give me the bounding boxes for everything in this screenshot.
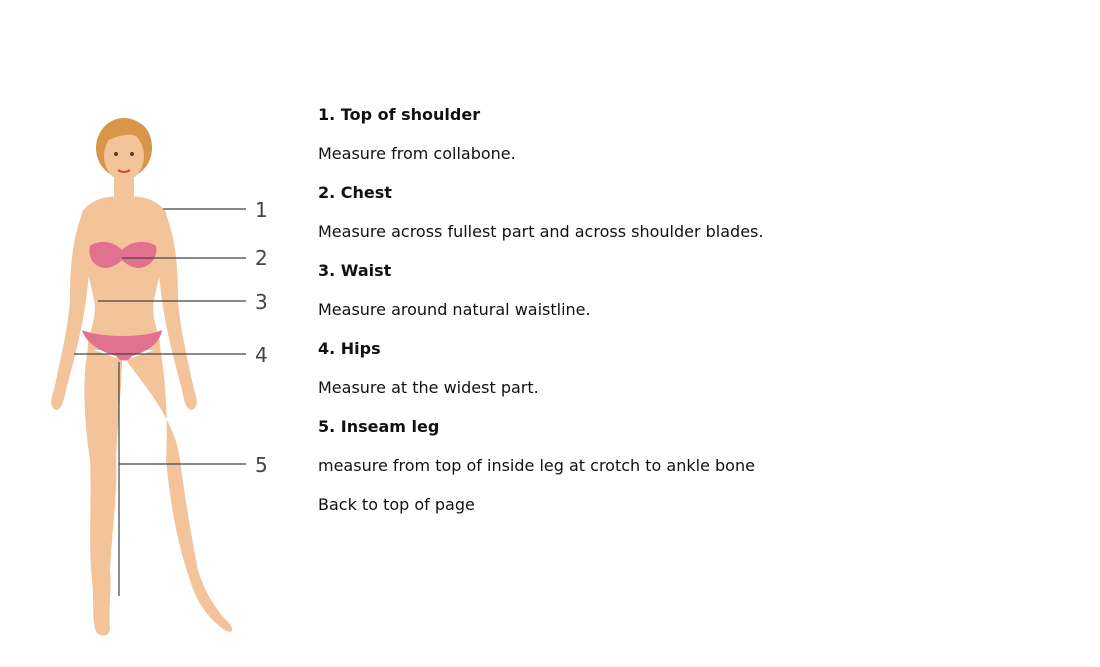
section-heading-chest: 2. Chest bbox=[318, 183, 392, 202]
section-heading-top-of-shoulder: 1. Top of shoulder bbox=[318, 105, 481, 124]
right-eye bbox=[130, 152, 134, 156]
callout-4: 4 bbox=[255, 343, 268, 367]
left-leg bbox=[84, 348, 122, 635]
section-heading-inseam-leg: 5. Inseam leg bbox=[318, 417, 440, 436]
body-figure-illustration bbox=[0, 0, 300, 667]
callout-5: 5 bbox=[255, 453, 268, 477]
callout-2: 2 bbox=[255, 246, 268, 270]
section-text-waist: Measure around natural waistline. bbox=[318, 300, 591, 319]
left-eye bbox=[114, 152, 118, 156]
section-text-inseam-leg: measure from top of inside leg at crotch to ankle bone bbox=[318, 456, 755, 475]
section-text-top-of-shoulder: Measure from collabone. bbox=[318, 144, 516, 163]
callout-3: 3 bbox=[255, 290, 268, 314]
torso bbox=[81, 196, 167, 350]
back-to-top-link[interactable]: Back to top of page bbox=[318, 495, 475, 514]
body-measurement-diagram bbox=[0, 0, 300, 667]
section-heading-waist: 3. Waist bbox=[318, 261, 392, 280]
section-text-hips: Measure at the widest part. bbox=[318, 378, 539, 397]
callout-1: 1 bbox=[255, 198, 268, 222]
right-leg bbox=[126, 348, 232, 632]
section-text-chest: Measure across fullest part and across shoulder blades. bbox=[318, 222, 764, 241]
section-heading-hips: 4. Hips bbox=[318, 339, 381, 358]
